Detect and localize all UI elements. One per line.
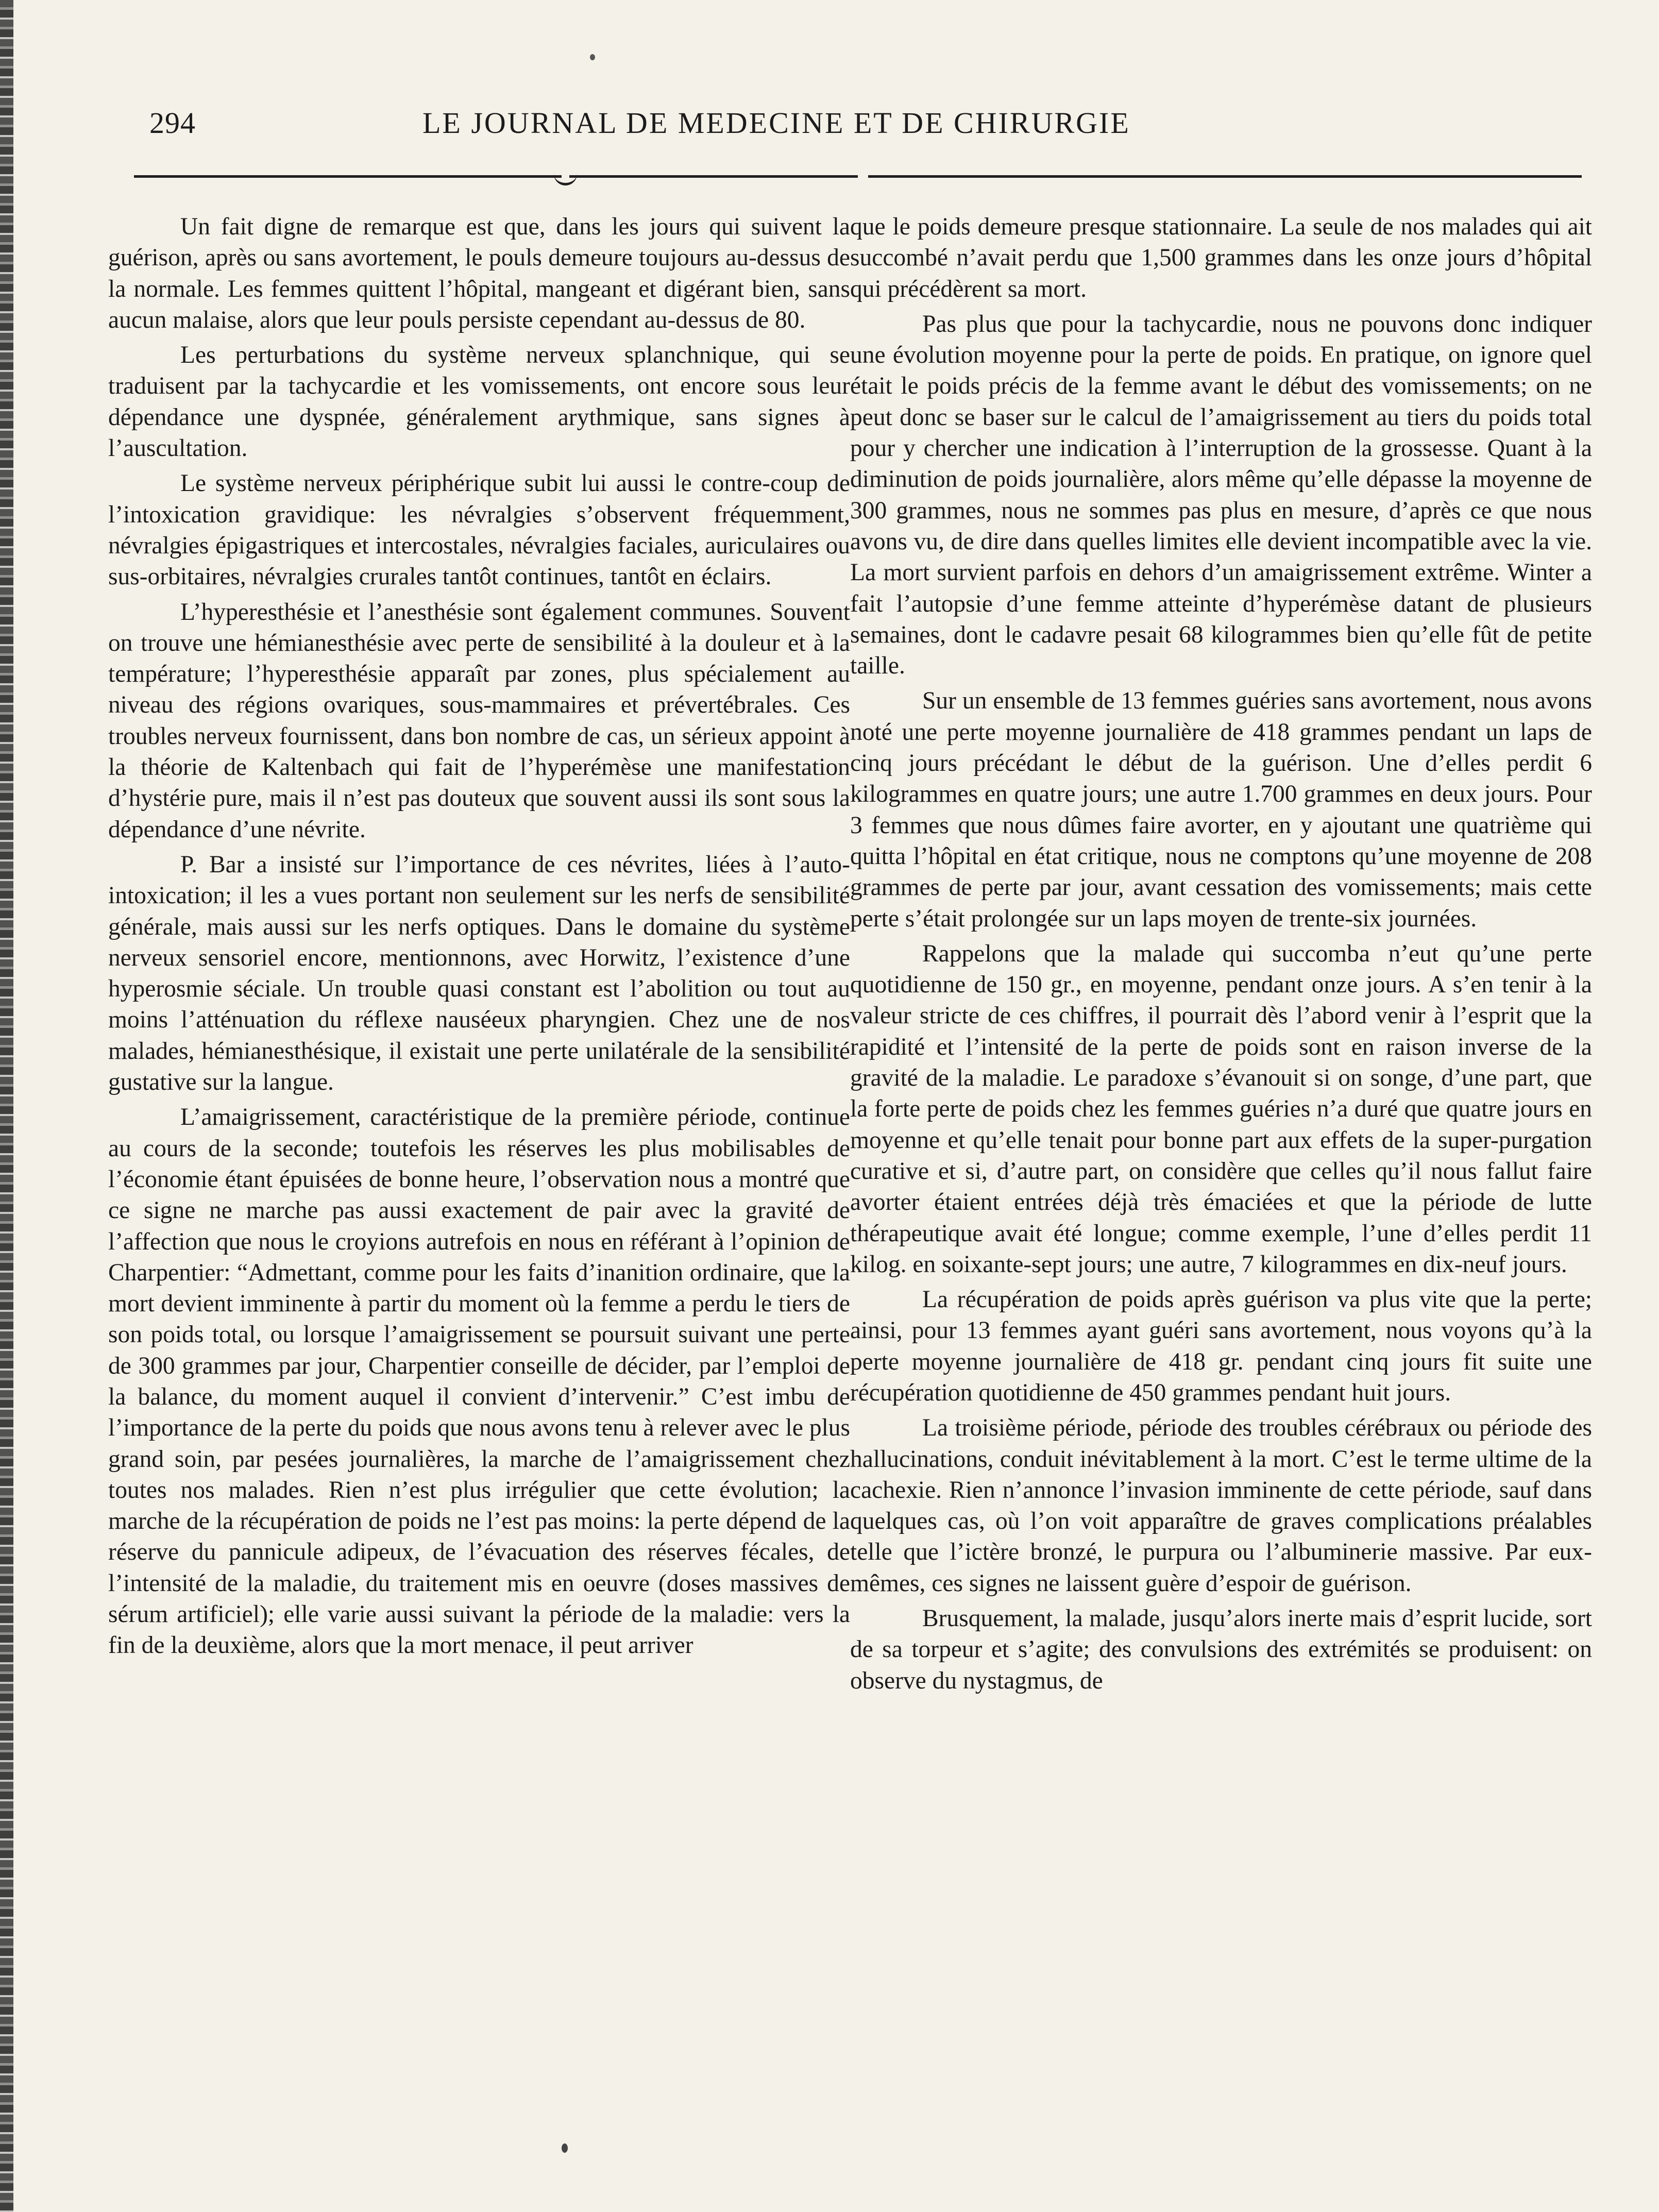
paragraph: La troisième période, période des troubles cérébraux ou période des hallucinations, conduit inévitablement à la mort. C’est le terme ultime de la cachexie. Rien n’annonce l’invasion imminente de cette période, sauf dans quelques cas, où l’on voit apparaître de graves complications préalables telle que l’ictère bronzé, le purpura ou l’albuminerie massive. Par eux-mêmes, ces signes ne laissent guère d’espoir de guérison. — [850, 1414, 1592, 1597]
print-speck — [562, 2143, 568, 2153]
paragraph: P. Bar a insisté sur l’importance de ces névrites, liées à l’auto-intoxication; il les a vues portant non seulement sur les nerfs de sensibilité générale, mais aussi sur les nerfs optiques. Dans le domaine du système nerveux sensoriel encore, mentionnons, avec Horwitz, l’existence d’une hyperosmie séciale. Un trouble quasi constant est l’abolition ou tout au moins l’atténuation du réflexe nauséeux pharyngien. Chez une de nos malades, hémianesthésique, il existait une perte unilatérale de la sensibilité gustative sur la langue. — [108, 851, 850, 1096]
header-rule-ornament — [554, 172, 577, 185]
page-binding-edge — [0, 0, 13, 2212]
paragraph: Brusquement, la malade, jusqu’alors inerte mais d’esprit lucide, sort de sa torpeur et s’agite; des convulsions des extrémités se produisent: on observe du nystagmus, de — [850, 1605, 1592, 1694]
header-rule-right — [868, 175, 1582, 178]
paragraph: Rappelons que la malade qui succomba n’eut qu’une perte quotidienne de 150 gr., en moyenne, pendant onze jours. A s’en tenir à la valeur stricte de ces chiffres, il pourrait dès l’abord venir à l’esprit que la rapidité et l’intensité de la perte de poids sont en raison inverse de la gravité de la maladie. Le paradoxe s’évanouit si on songe, d’une part, que la forte perte de poids chez les femmes guéries n’a duré que quatre jours en moyenne et qu’elle tenait pour bonne part aux effets de la super-purgation curative et si, d’autre part, on considère que celles qu’il nous fallut faire avorter étaient entrées déjà très émaciées et que la période de lutte thérapeutique avait été longue; comme exemple, l’une d’elles perdit 11 kilog. en soixante-sept jours; une autre, 7 kilogrammes en dix-neuf jours. — [850, 940, 1592, 1278]
paragraph: Un fait digne de remarque est que, dans les jours qui suivent la guérison, après ou sans avortement, le pouls demeure toujours au-dessus de la normale. Les femmes quittent l’hôpital, mangeant et digérant bien, sans aucun malaise, alors que leur pouls persiste cependant au-dessus de 80. — [108, 213, 850, 333]
header-rule-left — [134, 175, 562, 178]
paragraph: Sur un ensemble de 13 femmes guéries sans avortement, nous avons noté une perte moyenne journalière de 418 grammes pendant un laps de cinq jours précédant le début de la guérison. Une d’elles perdit 6 kilogrammes en quatre jours; une autre 1.700 grammes en deux jours. Pour 3 femmes que nous dûmes faire avorter, en y ajoutant une quatrième qui quitta l’hôpital en état critique, nous ne comptons qu’une moyenne de 208 grammes de perte par jour, avant cessation des vomissements; mais cette perte s’était prolongée sur un laps moyen de trente-six journées. — [850, 687, 1592, 932]
left-column — [108, 211, 850, 2025]
print-speck — [590, 54, 595, 60]
right-column — [850, 211, 1592, 2025]
paragraph: La récupération de poids après guérison va plus vite que la perte; ainsi, pour 13 femmes ayant guéri sans avortement, nous voyons qu’à la perte moyenne journalière de 418 gr. pendant cinq jours fit suite une récupération quotidienne de 450 grammes pendant huit jours. — [850, 1286, 1592, 1406]
running-title: LE JOURNAL DE MEDECINE ET DE CHIRURGIE — [422, 106, 1130, 140]
page-number: 294 — [149, 106, 196, 140]
paragraph: L’hyperesthésie et l’anesthésie sont également communes. Souvent on trouve une hémianesthésie avec perte de sensibilité à la douleur et à la température; l’hyperesthésie apparaît par zones, plus spécialement au niveau des régions ovariques, sous-mammaires et prévertébrales. Ces troubles nerveux fournissent, dans bon nombre de cas, un sérieux appoint à la théorie de Kaltenbach qui fait de l’hyperémèse une manifestation d’hystérie pure, mais il n’est pas douteux que souvent aussi ils sont sous la dépendance d’une névrite. — [108, 598, 850, 843]
paragraph: Les perturbations du système nerveux splanchnique, qui se traduisent par la tachycardie et les vomissements, ont encore sous leur dépendance une dyspnée, généralement arythmique, sans signes à l’auscultation. — [108, 342, 850, 462]
paragraph: Le système nerveux périphérique subit lui aussi le contre-coup de l’intoxication gravidique: les névralgies s’observent fréquemment, névralgies épigastriques et intercostales, névralgies faciales, auriculaires ou sus-orbitaires, névralgies crurales tantôt continues, tantôt en éclairs. — [108, 470, 850, 590]
page-header — [149, 106, 1577, 152]
paragraph-continued: que le poids demeure presque stationnaire. La seule de nos malades qui ait succombé n’avait perdu que 1,500 grammes dans les onze jours d’hôpital qui précédèrent sa mort. — [850, 213, 1592, 302]
header-rule-middle — [569, 175, 858, 178]
paragraph: Pas plus que pour la tachycardie, nous ne pouvons donc indiquer une évolution moyenne pour la perte de poids. En pratique, on ignore quel était le poids précis de la femme avant le début des vomissements; on ne peut donc se baser sur le calcul de l’amaigrissement au tiers du poids total pour y chercher une indication à l’interruption de la grossesse. Quant à la diminution de poids journalière, alors même qu’elle dépasse la moyenne de 300 grammes, nous ne sommes pas plus en mesure, d’après ce que nous avons vu, de dire dans quelles limites elle devient incompatible avec la vie. La mort survient parfois en dehors d’un amaigrissement extrême. Winter a fait l’autopsie d’une femme atteinte d’hyperémèse datant de plusieurs semaines, dont le cadavre pesait 68 kilogrammes bien qu’elle fût de petite taille. — [850, 310, 1592, 680]
paragraph: L’amaigrissement, caractéristique de la première période, continue au cours de la seconde; toutefois les réserves les plus mobilisables de l’économie étant épuisées de bonne heure, l’observation nous a montré que ce signe ne marche pas aussi exactement de pair avec la gravité de l’affection que nous le croyions autrefois en nous en référant à l’opinion de Charpentier: “Admettant, comme pour les faits d’inanition ordinaire, que la mort devient imminente à partir du moment où la femme a perdu le tiers de son poids total, ou lorsque l’amaigrissement se poursuit suivant une perte de 300 grammes par jour, Charpentier conseille de décider, par l’emploi de la balance, du moment auquel il convient d’intervenir.” C’est imbu de l’importance de la perte du poids que nous avons tenu à relever avec le plus grand soin, par pesées journalières, la marche de l’amaigrissement chez toutes nos malades. Rien n’est plus irrégulier que cette évolution; la marche de la récupération de poids ne l’est pas moins: la perte dépend de la réserve du pannicule adipeux, de l’évacuation des réserves fécales, de l’intensité de la maladie, du traitement mis en oeuvre (doses massives de sérum artificiel); elle varie aussi suivant la période de la maladie: vers la fin de la deuxième, alors que la mort menace, il peut arriver — [108, 1104, 850, 1659]
